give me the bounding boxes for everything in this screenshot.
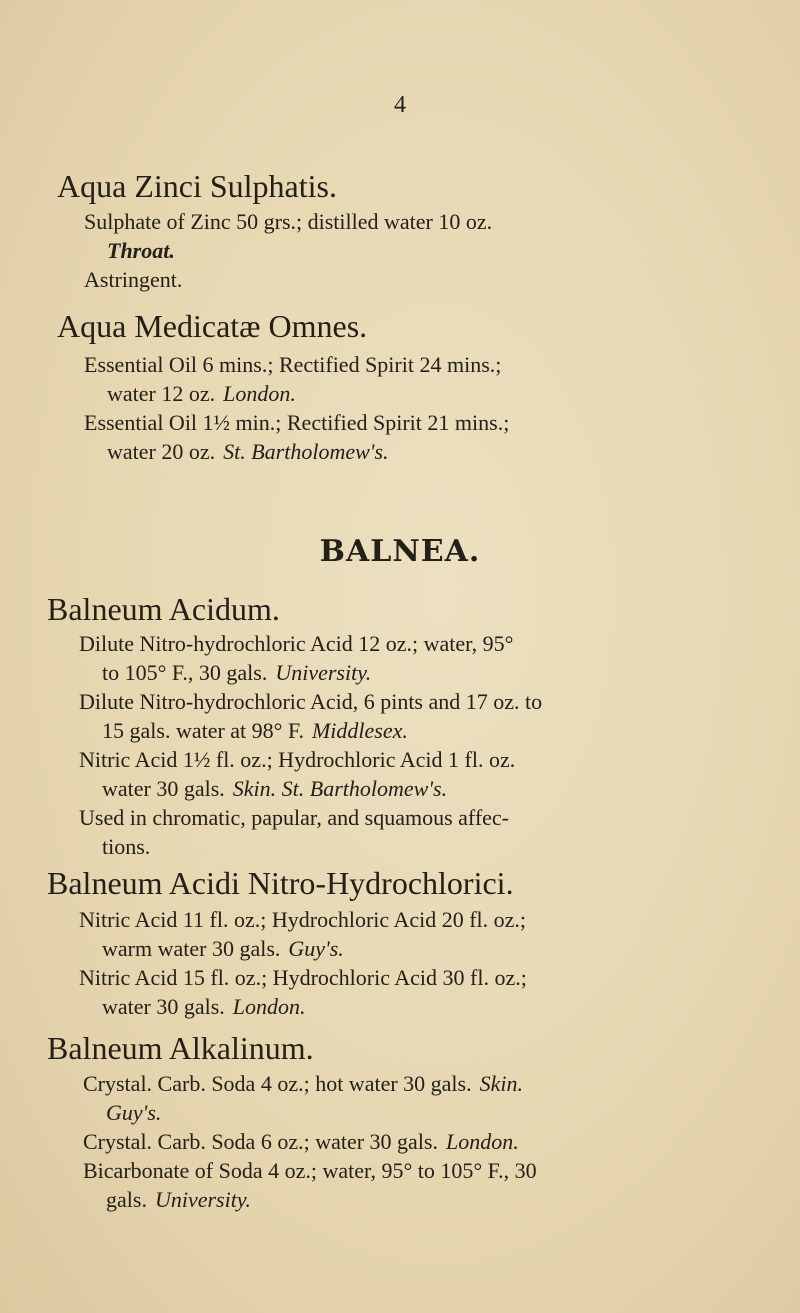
recipe-text: Dilute Nitro-hydrochloric Acid 12 oz.; water, 95°: [79, 631, 514, 656]
recipe-text: Nitric Acid 15 fl. oz.; Hydrochloric Acid 30 fl. oz.;: [79, 965, 527, 990]
entry-balneum-nitro: [79, 905, 527, 1021]
heading-balneum-alkalinum: Balneum Alkalinum.: [47, 1030, 314, 1066]
recipe-text: water 30 gals.: [102, 776, 225, 801]
entry-aqua-zinci: [84, 207, 492, 294]
source-text: London.: [446, 1129, 519, 1154]
recipe-text: water 12 oz.: [107, 381, 216, 406]
recipe-line: [79, 745, 542, 774]
recipe-text: Dilute Nitro-hydrochloric Acid, 6 pints and 17 oz. to: [79, 689, 543, 714]
source-text: Skin.: [479, 1071, 523, 1096]
source-text: Middlesex.: [311, 718, 408, 743]
recipe-text: warm water 30 gals.: [102, 936, 281, 961]
recipe-text: Bicarbonate of Soda 4 oz.; water, 95° to 105° F., 30: [83, 1158, 537, 1183]
source-text: Skin. St. Bartholomew's.: [232, 776, 448, 801]
recipe-text: Nitric Acid 11 fl. oz.; Hydrochloric Acid 20 fl. oz.;: [79, 907, 527, 932]
recipe-line: [84, 350, 509, 379]
source-text: Throat.: [107, 238, 175, 263]
heading-balneum-nitro: Balneum Acidi Nitro-Hydrochlorici.: [47, 865, 514, 901]
recipe-line: [83, 1069, 537, 1098]
recipe-text: tions.: [102, 834, 151, 859]
recipe-text: Used in chromatic, papular, and squamous affec-: [79, 805, 510, 830]
recipe-line: [83, 1156, 537, 1185]
recipe-line: [79, 934, 527, 963]
source-text: University.: [154, 1187, 251, 1212]
recipe-line: [83, 1185, 537, 1214]
heading-aqua-medicatae: Aqua Medicatæ Omnes.: [57, 308, 368, 344]
recipe-line: [83, 1127, 537, 1156]
recipe-text: Crystal. Carb. Soda 4 oz.; hot water 30 gals.: [83, 1071, 472, 1096]
recipe-text: water 20 oz.: [107, 439, 216, 464]
recipe-text: water 30 gals.: [102, 994, 225, 1019]
recipe-line: [84, 379, 509, 408]
recipe-line: [79, 687, 542, 716]
recipe-text: gals.: [106, 1187, 147, 1212]
recipe-line: [79, 803, 542, 832]
recipe-text: Sulphate of Zinc 50 grs.; distilled water 10 oz.: [84, 209, 493, 234]
source-text: St. Bartholomew's.: [223, 439, 389, 464]
entry-balneum-alkalinum: [83, 1069, 537, 1214]
recipe-text: Essential Oil 6 mins.; Rectified Spirit 24 mins.;: [84, 352, 502, 377]
recipe-line: [84, 408, 509, 437]
recipe-line: [79, 716, 542, 745]
source-text: University.: [275, 660, 372, 685]
recipe-text: 15 gals. water at 98° F.: [102, 718, 304, 743]
recipe-text: to 105° F., 30 gals.: [102, 660, 268, 685]
source-text: Guy's.: [288, 936, 344, 961]
section-heading-balnea: BALNEA.: [319, 534, 481, 569]
entry-aqua-medicatae: [84, 350, 509, 466]
recipe-line: [79, 629, 542, 658]
recipe-line: [79, 963, 527, 992]
recipe-line: [84, 437, 509, 466]
recipe-text: Nitric Acid 1½ fl. oz.; Hydrochloric Acid 1 fl. oz.: [79, 747, 516, 772]
heading-balneum-acidum: Balneum Acidum.: [47, 591, 280, 627]
source-text: London.: [232, 994, 306, 1019]
recipe-text: Crystal. Carb. Soda 6 oz.; water 30 gals.: [83, 1129, 438, 1154]
page-number: 4: [394, 92, 406, 118]
recipe-line: [79, 905, 527, 934]
heading-aqua-zinci: Aqua Zinci Sulphatis.: [57, 168, 337, 204]
note-line: [84, 265, 492, 294]
source-text: London.: [223, 381, 296, 406]
recipe-line: [84, 207, 492, 236]
note-text: Astringent.: [84, 267, 183, 292]
recipe-line: [83, 1098, 537, 1127]
recipe-line: [84, 236, 492, 265]
recipe-line: [79, 992, 527, 1021]
recipe-line: [79, 774, 542, 803]
recipe-line: [79, 832, 542, 861]
recipe-line: [79, 658, 542, 687]
entry-balneum-acidum: [79, 629, 542, 861]
source-text: Guy's.: [106, 1100, 162, 1125]
recipe-text: Essential Oil 1½ min.; Rectified Spirit 21 mins.;: [84, 410, 510, 435]
